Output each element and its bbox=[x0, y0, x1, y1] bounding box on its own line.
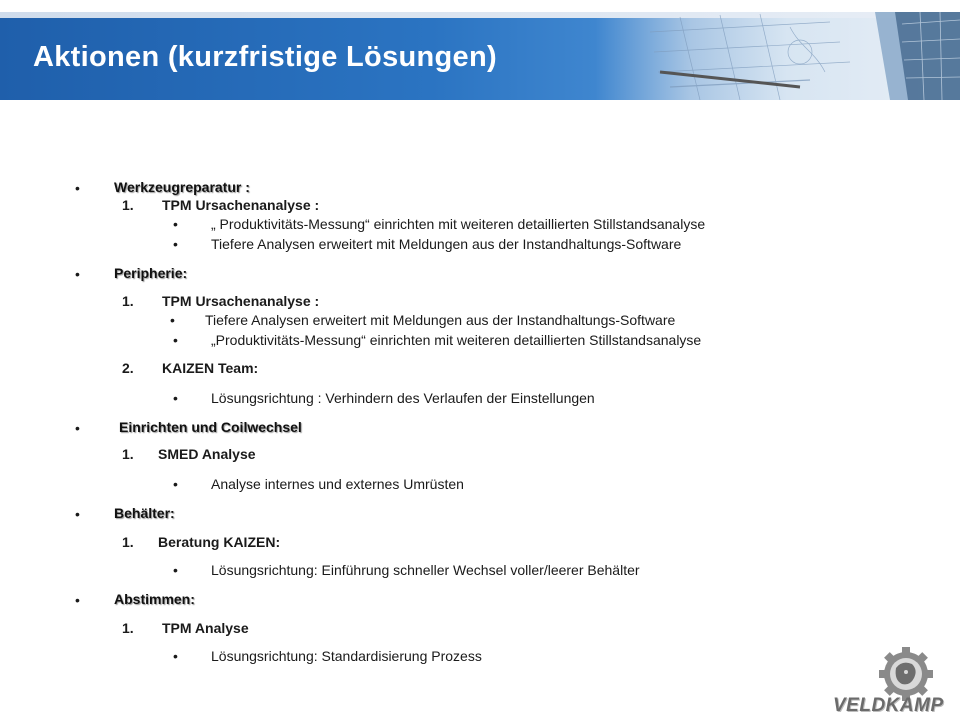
item-label: TPM Analyse bbox=[162, 620, 249, 636]
list-item: „ Produktivitäts-Messung“ einrichten mit weiteren detaillierten Stillstandsanalyse bbox=[211, 216, 706, 232]
section-heading: Werkzeugreparatur : bbox=[114, 179, 250, 195]
list-item: „Produktivitäts-Messung“ einrichten mit weiteren detaillierten Stillstandsanalyse bbox=[211, 332, 702, 348]
section-heading: Einrichten und Coilwechsel bbox=[119, 419, 302, 435]
bullet-glyph: • bbox=[173, 476, 178, 492]
bullet-glyph: • bbox=[75, 420, 80, 436]
bullet-glyph: • bbox=[173, 332, 178, 348]
section-heading: Abstimmen: bbox=[114, 591, 195, 607]
section-heading: Peripherie: bbox=[114, 265, 188, 281]
list-item: Tiefere Analysen erweitert mit Meldungen aus der Instandhaltungs-Software bbox=[211, 236, 682, 252]
bullet-glyph: • bbox=[173, 236, 178, 252]
bullet-glyph: • bbox=[170, 312, 175, 328]
bullet-glyph: • bbox=[75, 506, 80, 522]
bullet-glyph: • bbox=[173, 216, 178, 232]
slide-title: Aktionen (kurzfristige Lösungen) bbox=[33, 41, 497, 73]
item-label: SMED Analyse bbox=[158, 446, 256, 462]
item-label: KAIZEN Team: bbox=[162, 360, 259, 376]
bullet-glyph: • bbox=[75, 180, 80, 196]
list-item: Lösungsrichtung: Einführung schneller Wechsel voller/leerer Behälter bbox=[211, 562, 640, 578]
list-item: Lösungsrichtung : Verhindern des Verlaufen der Einstellungen bbox=[211, 390, 595, 406]
item-label: Beratung KAIZEN: bbox=[158, 534, 281, 550]
item-label: TPM Ursachenanalyse : bbox=[162, 293, 320, 309]
item-label: TPM Ursachenanalyse : bbox=[162, 197, 320, 213]
list-item: Tiefere Analysen erweitert mit Meldungen aus der Instandhaltungs-Software bbox=[205, 312, 676, 328]
company-logo-text: VELDKAMP bbox=[833, 695, 944, 716]
item-number: 1. bbox=[122, 293, 134, 309]
item-number: 1. bbox=[122, 620, 134, 636]
list-item: Analyse internes und externes Umrüsten bbox=[211, 476, 464, 492]
list-item: Lösungsrichtung: Standardisierung Prozess bbox=[211, 648, 482, 664]
item-number: 2. bbox=[122, 360, 134, 376]
section-heading: Behälter: bbox=[114, 505, 175, 521]
bullet-glyph: • bbox=[173, 562, 178, 578]
item-number: 1. bbox=[122, 197, 134, 213]
bullet-glyph: • bbox=[173, 390, 178, 406]
item-number: 1. bbox=[122, 446, 134, 462]
bullet-glyph: • bbox=[75, 266, 80, 282]
item-number: 1. bbox=[122, 534, 134, 550]
bullet-glyph: • bbox=[173, 648, 178, 664]
bullet-glyph: • bbox=[75, 592, 80, 608]
